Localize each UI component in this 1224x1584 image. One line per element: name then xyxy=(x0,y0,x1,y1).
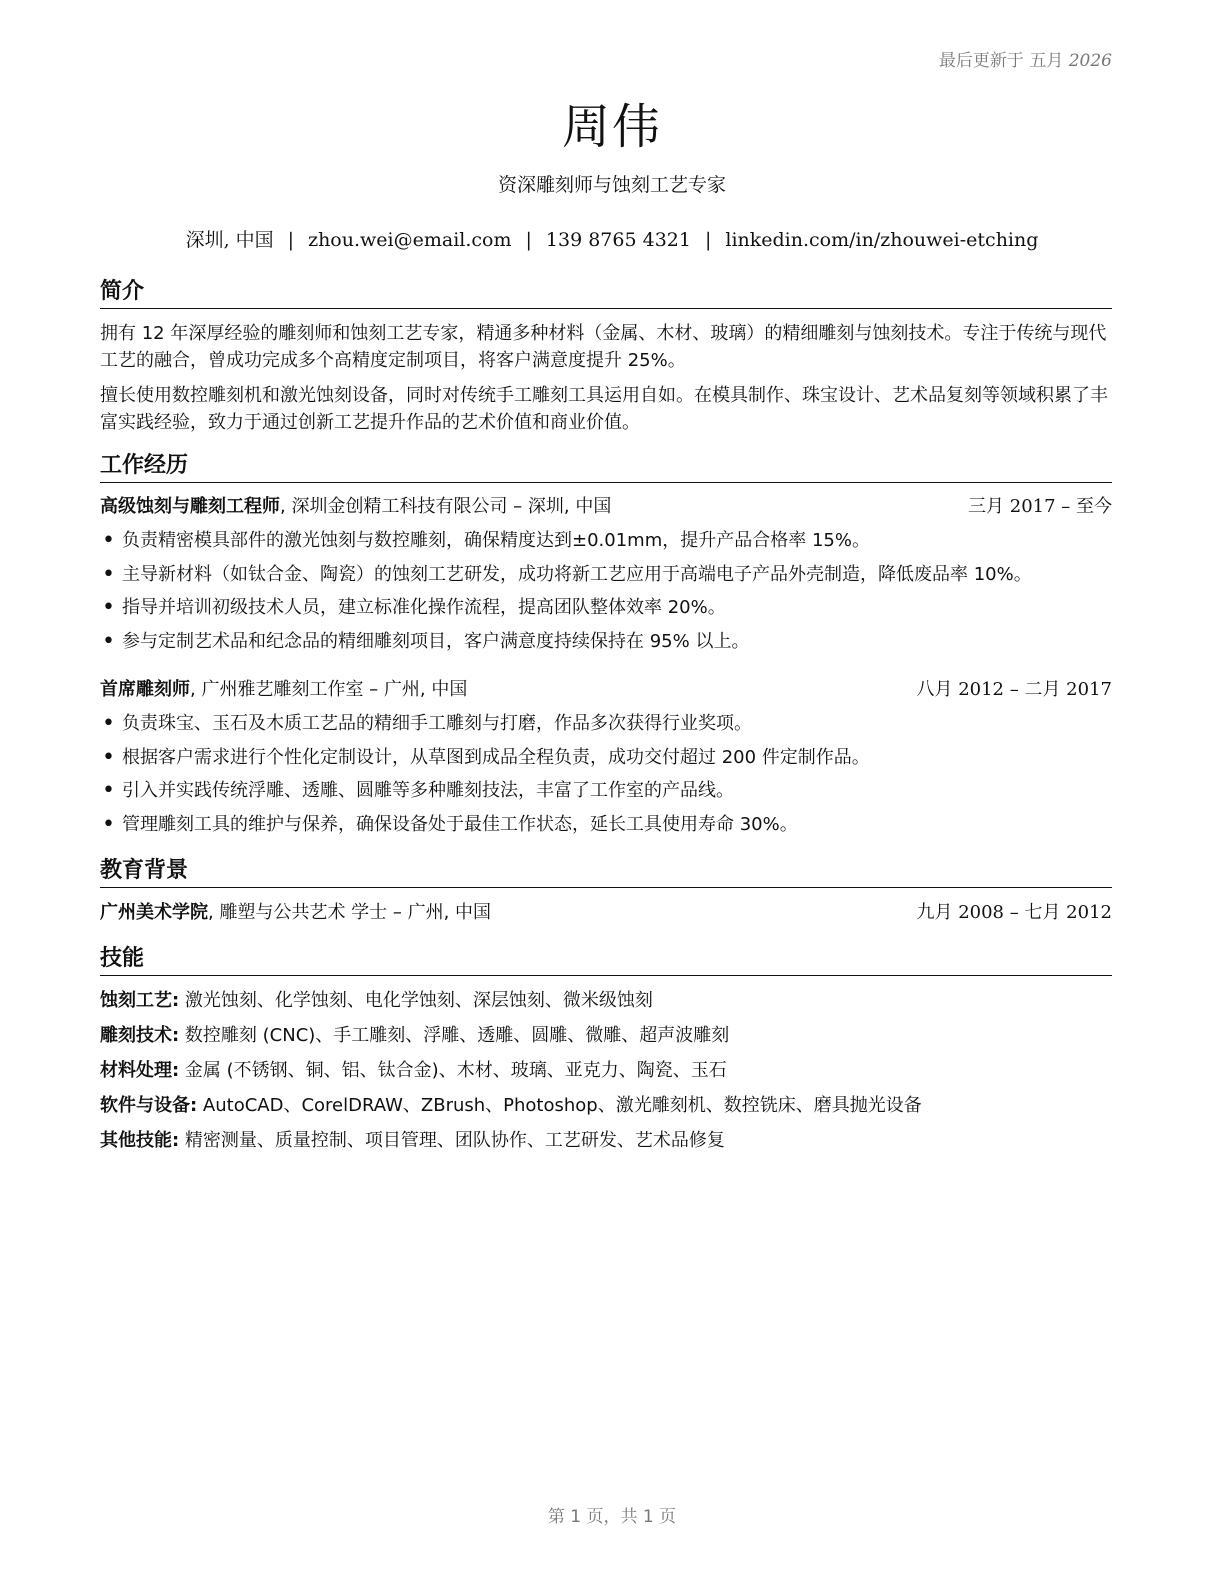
skill-row xyxy=(100,1018,1112,1053)
job-org: , 广州雅艺雕刻工作室 – 广州, 中国 xyxy=(190,679,468,700)
contact-phone: 139 8765 4321 xyxy=(545,229,691,251)
education-detail: , 雕塑与公共艺术 学士 – 广州, 中国 xyxy=(208,902,492,923)
job-bullet: • 根据客户需求进行个性化定制设计，从草图到成品全程负责，成功交付超过 200 件定制作品。 xyxy=(100,741,1112,775)
page-footer: 第 1 页，共 1 页 xyxy=(547,1507,677,1527)
job-org: , 深圳金创精工科技有限公司 – 深圳, 中国 xyxy=(280,496,612,517)
skills-list xyxy=(100,983,1112,1158)
job-dates: 八月 2012 – 二月 2017 xyxy=(916,679,1112,700)
education-heading: 教育背景 xyxy=(100,857,1112,888)
job-bullet: • 参与定制艺术品和纪念品的精细雕刻项目，客户满意度持续保持在 95% 以上。 xyxy=(100,625,1112,659)
job-entry xyxy=(100,677,1112,841)
education-dates: 九月 2008 – 七月 2012 xyxy=(916,902,1112,923)
job-bullet: • 负责精密模具部件的激光蚀刻与数控雕刻，确保精度达到±0.01mm，提升产品合格率 15%。 xyxy=(100,524,1112,558)
job-bullet: • 主导新材料（如钛合金、陶瓷）的蚀刻工艺研发，成功将新工艺应用于高端电子产品外壳制造，降低废品率 10%。 xyxy=(100,558,1112,592)
last-updated-year: 2026 xyxy=(1068,51,1112,71)
skill-value: 激光蚀刻、化学蚀刻、电化学蚀刻、深层蚀刻、微米级蚀刻 xyxy=(179,990,653,1011)
job-bullet: • 管理雕刻工具的维护与保养，确保设备处于最佳工作状态，延长工具使用寿命 30%。 xyxy=(100,808,1112,842)
summary-paragraph: 拥有 12 年深厚经验的雕刻师和蚀刻工艺专家，精通多种材料（金属、木材、玻璃）的精细雕刻与蚀刻技术。专注于传统与现代工艺的融合，曾成功完成多个高精度定制项目，将客户满意度提升 25%。 xyxy=(100,323,1107,371)
job-bullet: • 指导并培训初级技术人员，建立标准化操作流程，提高团队整体效率 20%。 xyxy=(100,591,1112,625)
contact-email[interactable]: zhou.wei@email.com xyxy=(308,229,512,251)
last-updated xyxy=(939,46,1112,71)
skills-section xyxy=(100,945,1112,1158)
education-entry xyxy=(100,900,1112,926)
skill-value: 数控雕刻 (CNC)、手工雕刻、浮雕、透雕、圆雕、微雕、超声波雕刻 xyxy=(179,1025,730,1046)
contact-separator: | xyxy=(704,229,712,251)
job-role: 高级蚀刻与雕刻工程师 xyxy=(100,496,280,517)
skill-row xyxy=(100,983,1112,1018)
skill-label: 软件与设备: xyxy=(100,1095,198,1116)
summary-heading: 简介 xyxy=(100,278,1112,309)
skill-value: AutoCAD、CorelDRAW、ZBrush、Photoshop、激光雕刻机、数控铣床、磨具抛光设备 xyxy=(197,1095,922,1116)
job-role: 首席雕刻师 xyxy=(100,679,190,700)
contact-location: 深圳, 中国 xyxy=(185,229,274,251)
job-entry xyxy=(100,494,1112,658)
job-bullet: • 负责珠宝、玉石及木质工艺品的精细手工雕刻与打磨，作品多次获得行业奖项。 xyxy=(100,707,1112,741)
skill-value: 精密测量、质量控制、项目管理、团队协作、工艺研发、艺术品修复 xyxy=(179,1130,725,1151)
job-header xyxy=(100,677,1112,703)
job-header xyxy=(100,494,1112,520)
education-school: 广州美术学院 xyxy=(100,902,208,923)
summary-section xyxy=(100,278,1112,436)
contact-linkedin[interactable]: linkedin.com/in/zhouwei-etching xyxy=(725,229,1039,251)
skills-heading: 技能 xyxy=(100,945,1112,976)
job-bullets xyxy=(100,524,1112,658)
resume-title: 资深雕刻师与蚀刻工艺专家 xyxy=(497,174,726,196)
summary-paragraph: 擅长使用数控雕刻机和激光蚀刻设备，同时对传统手工雕刻工具运用自如。在模具制作、珠宝设计、艺术品复刻等领域积累了丰富实践经验，致力于通过创新工艺提升作品的艺术价值和商业价值。 xyxy=(100,385,1108,433)
skill-label: 材料处理: xyxy=(100,1060,180,1081)
skill-value: 金属 (不锈钢、铜、铝、钛合金)、木材、玻璃、亚克力、陶瓷、玉石 xyxy=(179,1060,727,1081)
skill-row xyxy=(100,1053,1112,1088)
skill-label: 蚀刻工艺: xyxy=(100,990,180,1011)
experience-heading: 工作经历 xyxy=(100,452,1112,483)
contact-line xyxy=(0,225,1224,252)
last-updated-label: 最后更新于 五月 xyxy=(938,51,1064,71)
job-dates: 三月 2017 – 至今 xyxy=(968,496,1112,517)
education-section xyxy=(100,857,1112,926)
skill-label: 雕刻技术: xyxy=(100,1025,180,1046)
job-bullets xyxy=(100,707,1112,841)
resume-name: 周伟 xyxy=(561,99,662,155)
skill-row xyxy=(100,1123,1112,1158)
contact-separator: | xyxy=(525,229,532,251)
experience-section xyxy=(100,452,1112,841)
skill-row xyxy=(100,1088,1112,1123)
contact-separator: | xyxy=(287,229,295,251)
job-bullet: • 引入并实践传统浮雕、透雕、圆雕等多种雕刻技法，丰富了工作室的产品线。 xyxy=(100,774,1112,808)
skill-label: 其他技能: xyxy=(100,1130,180,1151)
